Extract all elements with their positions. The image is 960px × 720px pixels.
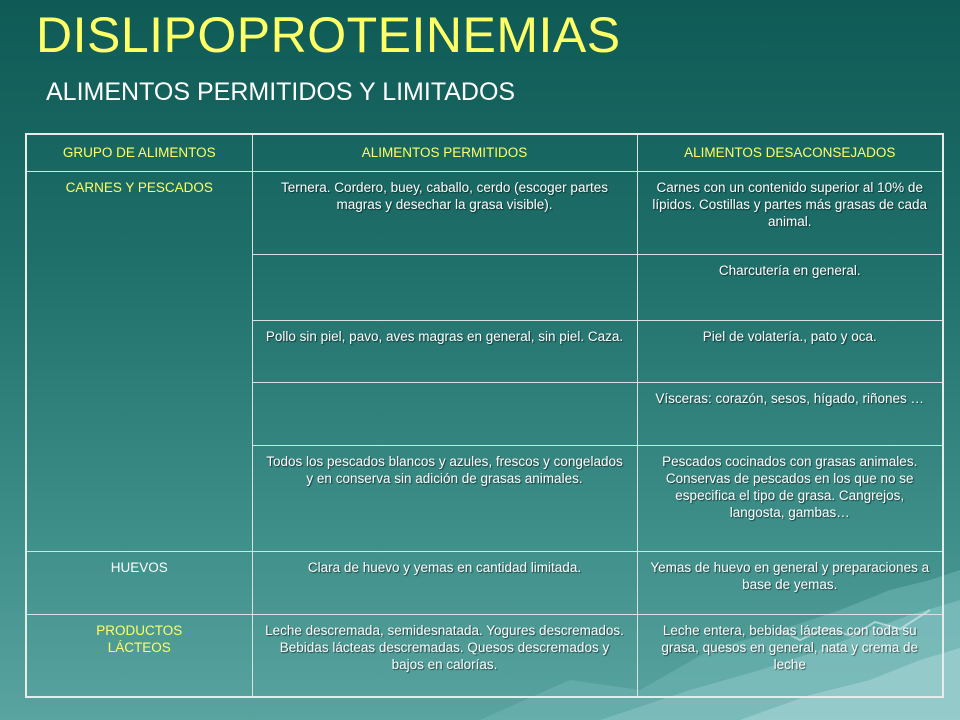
header-desaconsejados: ALIMENTOS DESACONSEJADOS [637, 134, 943, 172]
cell-desaconsejados: Vísceras: corazón, sesos, hígado, riñones … [637, 383, 943, 446]
table-header-row [26, 134, 943, 172]
cell-permitidos: Pollo sin piel, pavo, aves magras en general, sin piel. Caza. [252, 321, 637, 383]
table-row [26, 615, 943, 698]
header-permitidos: ALIMENTOS PERMITIDOS [252, 134, 637, 172]
cell-desaconsejados: Piel de volatería., pato y oca. [637, 321, 943, 383]
cell-permitidos [252, 383, 637, 446]
cell-desaconsejados: Yemas de huevo en general y preparaciones a base de yemas. [637, 552, 943, 615]
table-row [26, 552, 943, 615]
table-row [26, 172, 943, 255]
slide-title: DISLIPOPROTEINEMIAS [36, 7, 621, 63]
cell-permitidos [252, 255, 637, 321]
group-lacteos: PRODUCTOS LÁCTEOS [26, 615, 252, 698]
group-carnes-pescados: CARNES Y PESCADOS [26, 172, 252, 552]
slide-subtitle: ALIMENTOS PERMITIDOS Y LIMITADOS [46, 78, 516, 106]
cell-desaconsejados: Charcutería en general. [637, 255, 943, 321]
cell-desaconsejados: Pescados cocinados con grasas animales. Conservas de pescados en los que no se especifica el tipo de grasa. Cangrejos, langosta, gambas… [637, 446, 943, 552]
group-huevos: HUEVOS [26, 552, 252, 615]
food-table [25, 133, 944, 698]
cell-permitidos: Todos los pescados blancos y azules, frescos y congelados y en conserva sin adición de grasas animales. [252, 446, 637, 552]
cell-permitidos: Leche descremada, semidesnatada. Yogures descremados. Bebidas lácteas descremadas. Quesos descremados y bajos en calorías. [252, 615, 637, 698]
cell-desaconsejados: Carnes con un contenido superior al 10% de lípidos. Costillas y partes más grasas de cada animal. [637, 172, 943, 255]
cell-desaconsejados: Leche entera, bebidas lácteas con toda su grasa, quesos en general, nata y crema de leche [637, 615, 943, 698]
cell-permitidos: Ternera. Cordero, buey, caballo, cerdo (escoger partes magras y desechar la grasa visible). [252, 172, 637, 255]
cell-permitidos: Clara de huevo y yemas en cantidad limitada. [252, 552, 637, 615]
header-grupo: GRUPO DE ALIMENTOS [26, 134, 252, 172]
